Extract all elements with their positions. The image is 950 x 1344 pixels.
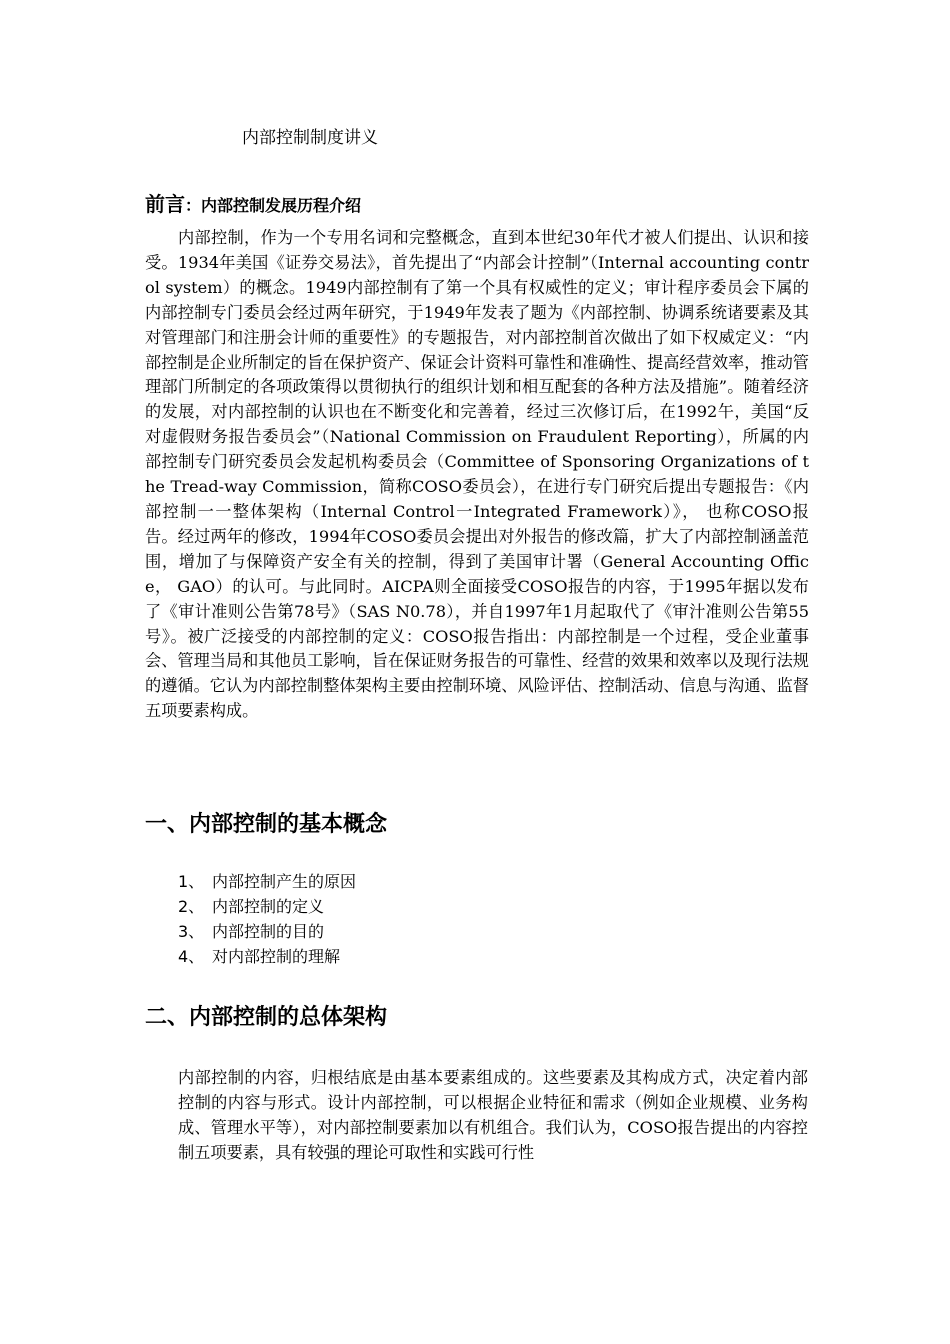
list-item-text: 内部控制的目的 [212,922,325,941]
overall-framework-paragraph: 内部控制的内容，归根结底是由基本要素组成的。这些要素及其构成方式，决定着内部控制的内容与形式。设计内部控制，可以根据企业特征和需求（例如企业规模、业务构成、管理水平等），对内部控制要素加以有机组合。我们认为，COSO报告提出的内容控制五项要素，具有较强的理论可取性和实践可行性 [178,1068,808,1162]
preface-heading [145,189,361,220]
preface-heading-main: 前言 [145,192,185,216]
basic-concepts-list [178,869,356,969]
section-heading-overall-framework: 二、内部控制的总体架构 [145,1004,388,1030]
list-item [178,869,356,894]
list-item-number: 3、 [178,922,205,941]
preface-paragraph: 内部控制，作为一个专用名词和完整概念，直到本世纪30年代才被人们提出、认识和接受。1934年美国《证券交易法》，首先提出了“内部会计控制”（Internal accounting control system）的概念。1949内部控制有了第一个具有权威性的定义；审计程序委员会下属的内部控制专门委员会经过两年研究，于1949年发表了题为《内部控制、协调系统诸要素及其对管理部门和注册会计师的重要性》的专题报告，对内部控制首次做出了如下权威定义：“内部控制是企业所制定的旨在保护资产、保证会计资料可靠性和准确性、提高经营效率，推动管理部门所制定的各项政策得以贯彻执行的组织计划和相互配套的各种方法及措施”。随着经济的发展，对内部控制的认识也在不断变化和完善着，经过三次修订后，在1992午，美国“反对虚假财务报告委员会”（National Commission on Fraudulent Reporting），所属的内部控制专门研究委员会发起机构委员会（Committee of Sponsoring Organizations of the Tread-way Commission，简称COSO委员会），在进行专门研究后提出专题报告：《内部控制一一整体架构（Internal Control一Integrated Framework）》， 也称COSO报告。经过两年的修改，1994年COSO委员会提出对外报告的修改篇，扩大了内部控制涵盖范围，增加了与保障资产安全有关的控制，得到了美国审计署（General Accounting Office， GAO）的认可。与此同时。AICPA则全面接受COSO报告的内容，于1995年据以发布了《审计准则公告第78号》（SAS N0.78），并自1997年1月起取代了《审汁准则公告第55号》。被广泛接受的内部控制的定义：COSO报告指出：内部控制是一个过程，受企业董事会、管理当局和其他员工影响，旨在保证财务报告的可靠性、经营的效果和效率以及现行法规的遵循。它认为内部控制整体架构主要由控制环境、风险评估、控制活动、信息与沟通、监督五项要素构成。 [145,228,809,721]
list-item-number: 4、 [178,947,205,966]
list-item-text: 对内部控制的理解 [212,947,341,966]
list-item-text: 内部控制产生的原因 [212,872,357,891]
list-item-number: 1、 [178,872,205,891]
list-item [178,944,356,969]
list-item [178,894,356,919]
preface-heading-sub: ：内部控制发展历程介绍 [185,196,362,215]
document-title: 内部控制制度讲义 [242,128,378,148]
list-item-text: 内部控制的定义 [212,897,325,916]
list-item-number: 2、 [178,897,205,916]
list-item [178,919,356,944]
section-heading-basic-concepts: 一、内部控制的基本概念 [145,811,388,837]
